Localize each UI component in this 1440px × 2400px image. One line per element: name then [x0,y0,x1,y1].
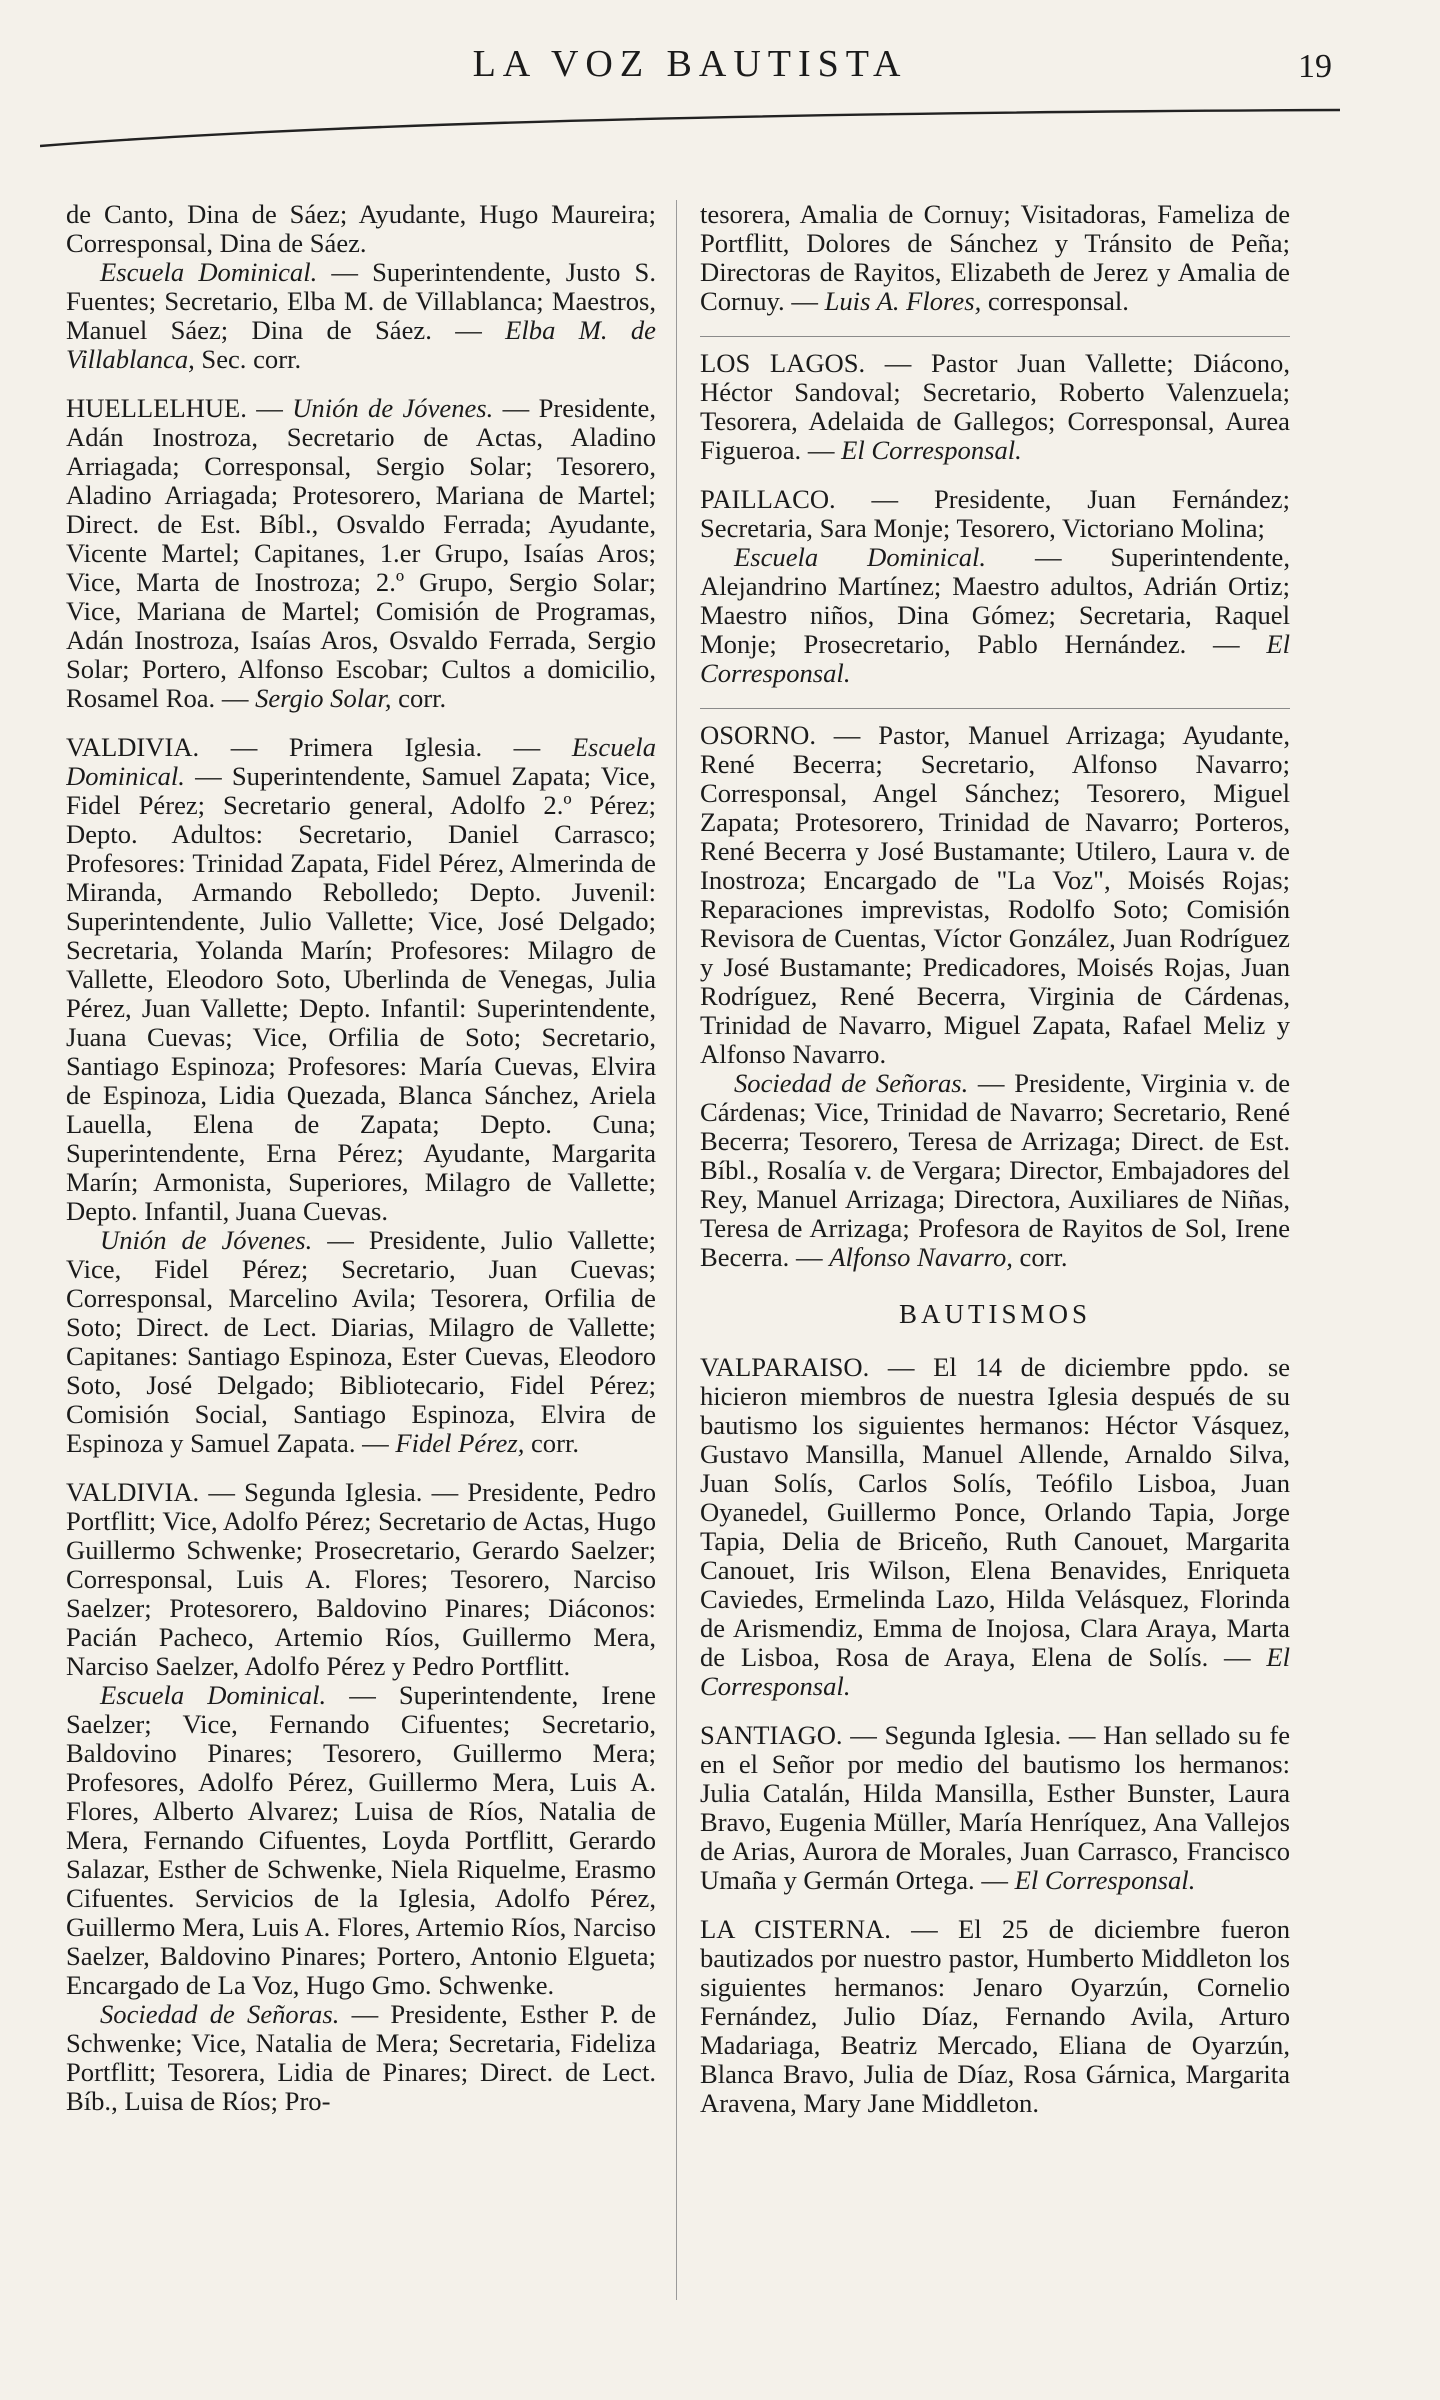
paragraph: SANTIAGO. — Segunda Iglesia. — Han sellado su fe en el Señor por medio del bautismo los hermanos: Julia Catalán, Hilda Mansilla, Esther Bunster, Laura Bravo, Eugenia Müller, María Henríquez, Ana Vallejos de Arias, Aurora de Morales, Juan Carrasco, Francisco Umaña y Germán Ortega. — El Corresponsal. [700,1720,1290,1895]
section-title-bautismos: BAUTISMOS [898,1299,1092,1329]
paragraph: de Canto, Dina de Sáez; Ayudante, Hugo Maureira; Corresponsal, Dina de Sáez. [66,200,656,258]
page-number: 19 [1298,48,1332,85]
right-column-entry [700,1721,1290,1895]
magazine-title: LA VOZ BAUTISTA [472,43,908,85]
paragraph: Sociedad de Señoras. — Presidente, Virginia v. de Cárdenas; Vice, Trinidad de Navarro; Secretario, René Becerra; Tesorero, Teresa de Arrizaga; Direct. de Est. Bíbl., Rosalía v. de Vergara; Director, Embajadores del Rey, Manuel Arrizaga; Directora, Auxiliares de Niñas, Teresa de Arrizaga; Profesora de Rayitos de Sol, Irene Becerra. — Alfonso Navarro, corr. [700,1068,1290,1272]
paragraph: tesorera, Amalia de Cornuy; Visitadoras, Fameliza de Portflitt, Dolores de Sánchez y Tránsito de Peña; Directoras de Rayitos, Elizabeth de Jerez y Amalia de Cornuy. — Luis A. Flores, corresponsal. [700,200,1290,316]
page-header [40,28,1340,138]
paragraph: PAILLACO. — Presidente, Juan Fernández; Secretaria, Sara Monje; Tesorero, Victoriano Molina; [700,484,1290,543]
paragraph: Escuela Dominical. — Superintendente, Alejandrino Martínez; Maestro adultos, Adrián Ortiz; Maestro niños, Dina Gómez; Secretaria, Raquel Monje; Prosecretario, Pablo Hernández. — El Corresponsal. [700,542,1290,688]
right-column-entry [700,485,1290,688]
paragraph: VALDIVIA. — Primera Iglesia. — Escuela Dominical. — Superintendente, Samuel Zapata; Vice, Fidel Pérez; Secretario general, Adolfo 2.º Pérez; Depto. Adultos: Secretario, Daniel Carrasco; Profesores: Trinidad Zapata, Fidel Pérez, Almerinda de Miranda, Armando Rebolledo; Depto. Juvenil: Superintendente, Julio Vallette; Vice, José Delgado; Secretaria, Yolanda Marín; Profesores: Milagro de Vallette, Eleodoro Soto, Uberlinda de Venegas, Julia Pérez, Juan Vallette; Depto. Infantil: Superintendente, Juana Cuevas; Vice, Orfilia de Soto; Secretario, Santiago Espinoza; Profesores: María Cuevas, Elvira de Espinoza, Lidia Quezada, Blanca Sánchez, Ariela Lauella, Elena de Zapata; Depto. Cuna; Superintendente, Erna Pérez; Ayudante, Margarita Marín; Armonista, Superiores, Milagro de Vallette; Depto. Infantil, Juana Cuevas. [66,732,656,1226]
right-column [700,200,1290,2360]
paragraph: LA CISTERNA. — El 25 de diciembre fueron bautizados por nuestro pastor, Humberto Middleton los siguientes hermanos: Jenaro Oyarzún, Cornelio Fernández, Julio Díaz, Fernando Avila, Arturo Madariaga, Beatriz Mercado, Eliana de Oyarzún, Blanca Bravo, Julia de Díaz, Rosa Gárnica, Margarita Aravena, Mary Jane Middleton. [700,1914,1290,2118]
paragraph: Unión de Jóvenes. — Presidente, Julio Vallette; Vice, Fidel Pérez; Secretario, Juan Cuevas; Corresponsal, Marcelino Avila; Tesorera, Orfilia de Soto; Direct. de Lect. Diarias, Milagro de Vallette; Capitanes: Santiago Espinoza, Ester Cuevas, Eleodoro Soto, José Delgado; Bibliotecario, Fidel Pérez; Comisión Social, Santiago Espinoza, Elvira de Espinoza y Samuel Zapata. — Fidel Pérez, corr. [66,1225,656,1458]
paragraph: VALDIVIA. — Segunda Iglesia. — Presidente, Pedro Portflitt; Vice, Adolfo Pérez; Secretario de Actas, Hugo Guillermo Schwenke; Prosecretario, Gerardo Saelzer; Corresponsal, Luis A. Flores; Tesorero, Narciso Saelzer; Protesorero, Baldovino Pinares; Diáconos: Pacián Pacheco, Artemio Ríos, Guillermo Mera, Narciso Saelzer, Adolfo Pérez y Pedro Portflitt. [66,1477,656,1681]
right-column-entry [700,721,1290,1272]
left-column-entry [66,733,656,1458]
paragraph: Sociedad de Señoras. — Presidente, Esther P. de Schwenke; Vice, Natalia de Mera; Secretaria, Fideliza Portflitt; Tesorera, Lidia de Pinares; Direct. de Lect. Bíb., Luisa de Ríos; Pro- [66,1999,656,2116]
paragraph: Escuela Dominical. — Superintendente, Irene Saelzer; Vice, Fernando Cifuentes; Secretario, Baldovino Pinares; Tesorero, Guillermo Mera; Profesores, Adolfo Pérez, Guillermo Mera, Luis A. Flores, Alberto Alvarez; Luisa de Ríos, Natalia de Mera, Fernando Cifuentes, Loyda Portflitt, Gerardo Salazar, Esther de Schwenke, Niela Riquelme, Erasmo Cifuentes. Servicios de la Iglesia, Adolfo Pérez, Guillermo Mera, Luis A. Flores, Artemio Ríos, Narciso Saelzer, Baldovino Pinares; Portero, Antonio Elgueta; Encargado de La Voz, Hugo Gmo. Schwenke. [66,1680,656,2000]
left-column-entry [66,200,656,374]
entry-divider [700,336,1290,337]
paragraph: HUELLELHUE. — Unión de Jóvenes. — Presidente, Adán Inostroza, Secretario de Actas, Aladino Arriagada; Corresponsal, Sergio Solar; Tesorero, Aladino Arriagada; Protesorero, Mariana de Martel; Direct. de Est. Bíbl., Osvaldo Ferrada; Ayudante, Vicente Martel; Capitanes, 1.er Grupo, Isaías Aros; Vice, Marta de Inostroza; 2.º Grupo, Sergio Solar; Vice, Mariana de Martel; Comisión de Programas, Adán Inostroza, Isaías Aros, Osvaldo Ferrada, Sergio Solar; Portero, Alfonso Escobar; Cultos a domicilio, Rosamel Roa. — Sergio Solar, corr. [66,393,656,713]
right-column-entry [700,200,1290,316]
paragraph: OSORNO. — Pastor, Manuel Arrizaga; Ayudante, René Becerra; Secretario, Alfonso Navarro; Corresponsal, Angel Sánchez; Tesorero, Miguel Zapata; Protesorero, Trinidad de Navarro; Porteros, René Becerra y José Bustamante; Utilero, Laura v. de Inostroza; Encargado de "La Voz", Moisés Rojas; Reparaciones imprevistas, Rodolfo Soto; Comisión Revisora de Cuentas, Víctor González, Juan Rodríguez y José Bustamante; Predicadores, Moisés Rojas, Juan Rodríguez, René Becerra, Virginia de Cárdenas, Trinidad de Navarro, Miguel Zapata, Rafael Meliz y Alfonso Navarro. [700,720,1290,1069]
paragraph: VALPARAISO. — El 14 de diciembre ppdo. se hicieron miembros de nuestra Iglesia después de su bautismo los siguientes hermanos: Héctor Vásquez, Gustavo Mansilla, Manuel Allende, Arnaldo Silva, Juan Solís, Carlos Solís, Teófilo Lisboa, Juan Oyanedel, Guillermo Ponce, Orlando Tapia, Jorge Tapia, Delia de Briceño, Ruth Canouet, Margarita Canouet, Iris Wilson, Elena Benavides, Enriqueta Caviedes, Ermelinda Lazo, Hilda Velásquez, Florinda de Arismendiz, Emma de Inojosa, Clara Araya, Marta de Lisboa, Rosa de Araya, Elena de Solís. — El Corresponsal. [700,1352,1290,1701]
column-divider [676,200,677,2300]
paragraph: Escuela Dominical. — Superintendente, Justo S. Fuentes; Secretario, Elba M. de Villablanca; Maestros, Manuel Sáez; Dina de Sáez. — Elba M. de Villablanca, Sec. corr. [66,257,656,374]
right-column-entry [700,349,1290,465]
paragraph: LOS LAGOS. — Pastor Juan Vallette; Diácono, Héctor Sandoval; Secretario, Roberto Valenzuela; Tesorera, Adelaida de Gallegos; Corresponsal, Aurea Figueroa. — El Corresponsal. [700,348,1290,465]
right-column-entry [700,1353,1290,1701]
right-column-entry [700,1915,1290,2118]
left-column-entry [66,394,656,713]
left-column-entry [66,1478,656,2116]
entry-divider [700,708,1290,709]
left-column [66,200,656,2360]
header-rule [40,90,1340,150]
